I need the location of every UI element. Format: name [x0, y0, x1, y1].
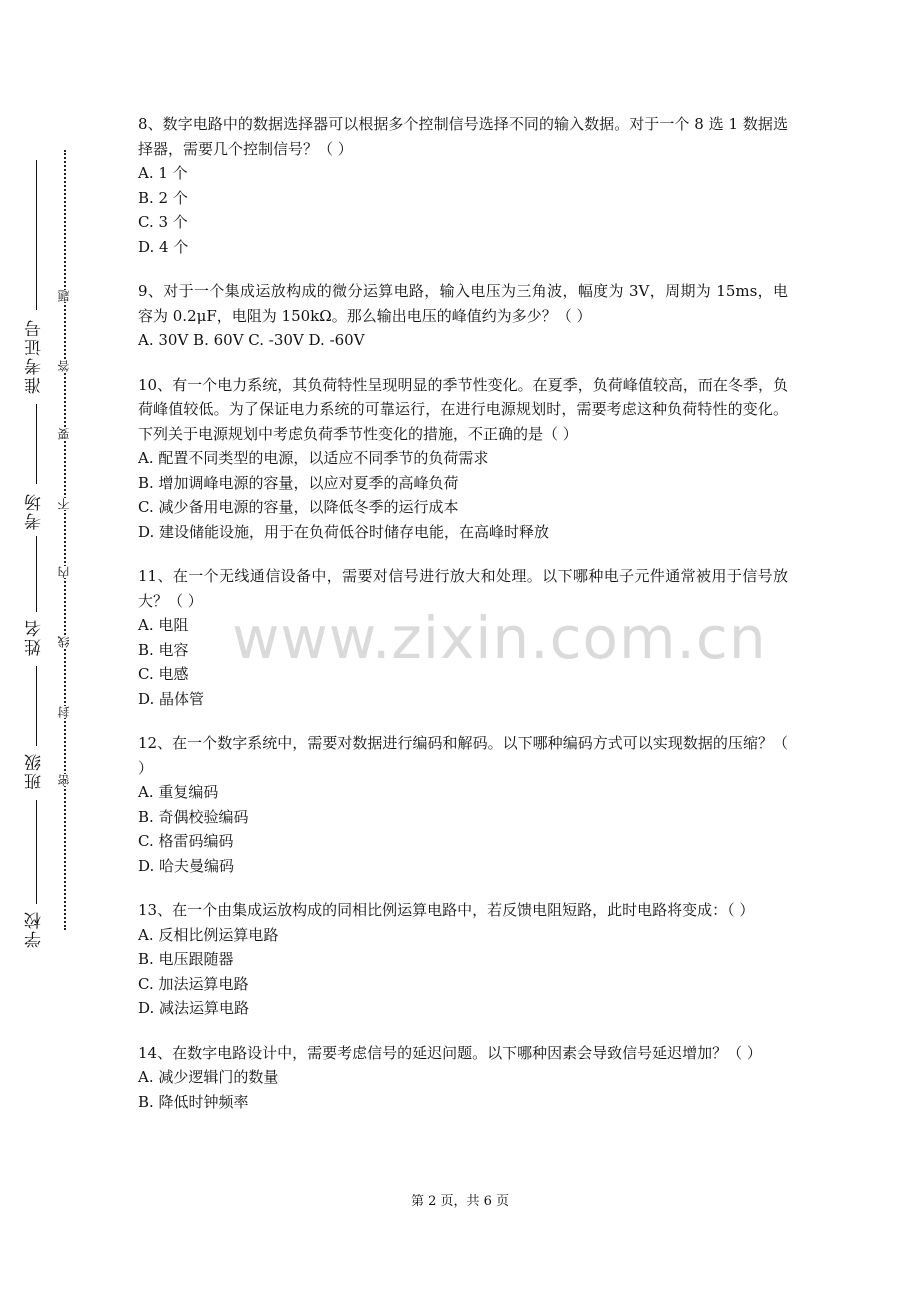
seal-char: 答	[57, 360, 71, 372]
seal-char: 不	[57, 498, 71, 510]
class-line	[36, 666, 37, 746]
seal-char: 内	[57, 566, 71, 578]
school-line	[36, 800, 37, 904]
seal-dotted-line	[64, 150, 66, 930]
page-footer: 第 2 页，共 6 页	[410, 1194, 510, 1209]
option: D. 4 个	[138, 237, 189, 256]
binding-field-name	[14, 618, 54, 656]
option: D. 建设储能设施，用于在负荷低谷时储存电能，在高峰时释放	[138, 522, 550, 541]
exam-room-label: 考场	[24, 492, 45, 530]
option: C. 电感	[138, 665, 189, 683]
question-10	[138, 373, 788, 545]
option: C. 格雷码编码	[138, 832, 234, 850]
option: A. 配置不同类型的电源，以适应不同季节的负荷需求	[138, 449, 489, 467]
option: B. 奇偶校验编码	[138, 807, 249, 826]
option: A. 减少逻辑门的数量	[138, 1068, 279, 1086]
option: B. 降低时钟频率	[138, 1092, 249, 1111]
question-stem: 13、在一个由集成运放构成的同相比例运算电路中，若反馈电阻短路，此时电路将变成：（ ）	[138, 901, 755, 919]
watermark: www.zixin.com.cn	[232, 604, 767, 672]
seal-char: 密	[57, 774, 71, 786]
question-stem: 12、在一个数字系统中，需要对数据进行编码和解码。以下哪种编码方式可以实现数据的压缩？（ ）	[138, 734, 788, 777]
option: A. 反相比例运算电路	[138, 925, 279, 944]
question-9	[138, 279, 788, 353]
question-stem: 10、有一个电力系统，其负荷特性呈现明显的季节性变化。在夏季，负荷峰值较高，而在冬季，负荷峰值较低。为了保证电力系统的可靠运行，在进行电源规划时，需要考虑这种负荷特性的变化。下列关于电源规划中考虑负荷季节性变化的措施，不正确的是（ ）	[138, 375, 788, 443]
exam-id-label: 准考证号	[24, 318, 45, 394]
binding-field-class	[14, 752, 54, 790]
option: C. 3 个	[138, 213, 188, 231]
option: C. 加法运算电路	[138, 974, 249, 993]
name-line	[36, 536, 37, 612]
binding-field-exam-room	[14, 492, 54, 530]
binding-field-school	[14, 910, 54, 948]
option: C. 减少备用电源的容量，以降低冬季的运行成本	[138, 498, 459, 516]
question-13	[138, 898, 788, 1021]
question-12	[138, 731, 788, 878]
question-stem: 8、数字电路中的数据选择器可以根据多个控制信号选择不同的输入数据。对于一个 8 选 1 数据选择器，需要几个控制信号？（ ）	[138, 115, 788, 158]
question-stem: 14、在数字电路设计中，需要考虑信号的延迟问题。以下哪种因素会导致信号延迟增加？（ ）	[138, 1043, 762, 1062]
option: B. 电压跟随器	[138, 950, 234, 968]
question-stem: 9、对于一个集成运放构成的微分运算电路，输入电压为三角波，幅度为 3V，周期为 15ms，电容为 0.2μF，电阻为 150kΩ。那么输出电压的峰值约为多少？（ ）	[138, 282, 788, 325]
binding-field-exam-id	[14, 318, 54, 394]
seal-char: 要	[57, 428, 71, 440]
seal-char: 封	[57, 706, 71, 718]
question-14	[138, 1041, 788, 1115]
question-stem: 11、在一个无线通信设备中，需要对信号进行放大和处理。以下哪种电子元件通常被用于信号放大？（ ）	[138, 567, 788, 610]
school-label: 学校	[24, 910, 45, 948]
option: A. 电阻	[138, 616, 189, 634]
seal-char: 线	[57, 636, 71, 648]
option: B. 2 个	[138, 188, 188, 207]
question-8	[138, 112, 788, 259]
question-11	[138, 564, 788, 711]
option: B. 电容	[138, 640, 189, 659]
option: D. 哈夫曼编码	[138, 856, 235, 875]
option: D. 晶体管	[138, 689, 205, 708]
option: A. 30V B. 60V C. -30V D. -60V	[138, 331, 365, 349]
class-label: 班级	[24, 752, 45, 790]
question-list	[138, 112, 788, 1134]
exam-room-line	[36, 404, 37, 484]
name-label: 姓名	[24, 618, 45, 656]
option: B. 增加调峰电源的容量，以应对夏季的高峰负荷	[138, 473, 459, 492]
option: A. 重复编码	[138, 783, 219, 801]
binding-margin	[0, 0, 110, 1302]
seal-char: 题	[57, 290, 71, 302]
option: D. 减法运算电路	[138, 999, 250, 1017]
option: A. 1 个	[138, 164, 188, 182]
exam-id-line	[36, 160, 37, 310]
